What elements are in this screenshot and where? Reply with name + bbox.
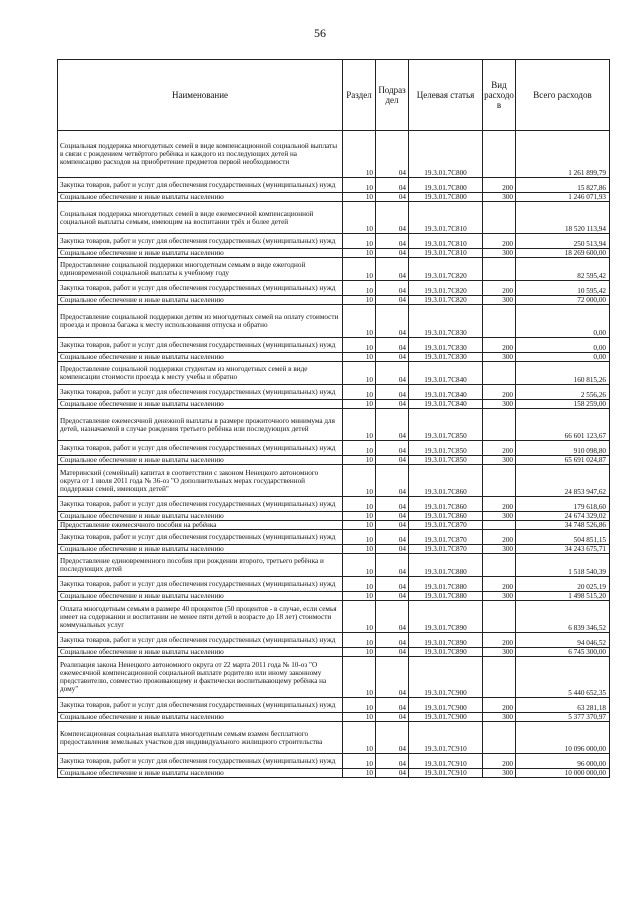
table-row: [58, 234, 610, 249]
cell-section: 10: [343, 338, 376, 353]
cell-target: 19.3.01.7С910: [409, 754, 483, 769]
cell-total: 15 827,86: [516, 178, 610, 193]
cell-target: 19.3.01.7С830: [409, 353, 483, 362]
cell-target: 19.3.01.7С820: [409, 281, 483, 296]
cell-total: 158 259,00: [516, 400, 610, 409]
table-row: [58, 441, 610, 456]
cell-subsection: 04: [376, 698, 409, 713]
cell-name: Компенсационная социальная выплата многодетным семьям взамен бесплатного предоставления земельных участков для индивидуального жилищного строительства: [58, 722, 343, 754]
cell-target: 19.3.01.7С840: [409, 385, 483, 400]
cell-kind: 200: [483, 698, 516, 713]
cell-total: 18 520 113,94: [516, 202, 610, 234]
cell-section: 10: [343, 754, 376, 769]
cell-name: Закупка товаров, работ и услуг для обеспечения государственных (муниципальных) нужд: [58, 497, 343, 512]
cell-total: 10 595,42: [516, 281, 610, 296]
cell-kind: [483, 722, 516, 754]
cell-subsection: 04: [376, 178, 409, 193]
cell-total: 63 281,18: [516, 698, 610, 713]
cell-name: Материнский (семейный) капитал в соответствии с законом Ненецкого автономного округа от 1 июля 2011 года № 36-оз "О дополнительных мерах государственной поддержки семей, имеющих детей": [58, 465, 343, 497]
cell-total: 94 046,52: [516, 633, 610, 648]
cell-name: Закупка товаров, работ и услуг для обеспечения государственных (муниципальных) нужд: [58, 441, 343, 456]
table-row: [58, 592, 610, 601]
cell-subsection: 04: [376, 456, 409, 465]
cell-subsection: 04: [376, 362, 409, 385]
cell-name: Закупка товаров, работ и услуг для обеспечения государственных (муниципальных) нужд: [58, 530, 343, 545]
cell-section: 10: [343, 512, 376, 521]
cell-kind: 300: [483, 296, 516, 305]
cell-section: 10: [343, 178, 376, 193]
cell-kind: 300: [483, 545, 516, 554]
cell-section: 10: [343, 521, 376, 530]
cell-name: Социальное обеспечение и иные выплаты населению: [58, 769, 343, 778]
cell-section: 10: [343, 362, 376, 385]
cell-target: 19.3.01.7С870: [409, 521, 483, 530]
cell-name: Социальное обеспечение и иные выплаты населению: [58, 648, 343, 657]
cell-subsection: 04: [376, 338, 409, 353]
cell-name: Предоставление единовременного пособия при рождении второго, третьего ребёнка и последующих детей: [58, 554, 343, 577]
cell-target: 19.3.01.7С860: [409, 497, 483, 512]
cell-subsection: 04: [376, 409, 409, 441]
cell-subsection: 04: [376, 592, 409, 601]
cell-target: 19.3.01.7С810: [409, 249, 483, 258]
table-row: [58, 633, 610, 648]
page-number: 56: [314, 26, 326, 40]
cell-kind: [483, 202, 516, 234]
cell-subsection: 04: [376, 281, 409, 296]
cell-kind: 200: [483, 497, 516, 512]
cell-target: 19.3.01.7С840: [409, 400, 483, 409]
col-header-target: Целевая статья: [409, 60, 483, 131]
cell-target: 19.3.01.7С830: [409, 305, 483, 338]
cell-target: 19.3.01.7С890: [409, 633, 483, 648]
cell-section: 10: [343, 577, 376, 592]
cell-kind: [483, 554, 516, 577]
cell-kind: [483, 465, 516, 497]
cell-subsection: 04: [376, 657, 409, 698]
cell-name: Закупка товаров, работ и услуг для обеспечения государственных (муниципальных) нужд: [58, 338, 343, 353]
col-header-subsection: Подраз дел: [376, 60, 409, 131]
cell-subsection: 04: [376, 131, 409, 178]
cell-total: 179 618,60: [516, 497, 610, 512]
cell-kind: 300: [483, 592, 516, 601]
cell-total: 10 096 000,00: [516, 722, 610, 754]
cell-subsection: 04: [376, 577, 409, 592]
cell-name: Социальное обеспечение и иные выплаты населению: [58, 592, 343, 601]
cell-section: 10: [343, 249, 376, 258]
cell-subsection: 04: [376, 521, 409, 530]
cell-subsection: 04: [376, 258, 409, 281]
cell-subsection: 04: [376, 769, 409, 778]
table-row: [58, 193, 610, 202]
cell-section: 10: [343, 131, 376, 178]
cell-name: Социальная поддержка многодетных семей в виде компенсационной социальной выплаты в связи с рождением четвёртого ребёнка и каждого из последующих детей на компенсацию расходов на приобретение предметов первой необходимости: [58, 131, 343, 178]
cell-kind: 200: [483, 385, 516, 400]
cell-name: Закупка товаров, работ и услуг для обеспечения государственных (муниципальных) нужд: [58, 178, 343, 193]
cell-section: 10: [343, 592, 376, 601]
cell-section: 10: [343, 202, 376, 234]
table-row: [58, 249, 610, 258]
cell-section: 10: [343, 497, 376, 512]
table-row: [58, 512, 610, 521]
table-row: [58, 722, 610, 754]
cell-subsection: 04: [376, 353, 409, 362]
cell-target: 19.3.01.7С840: [409, 362, 483, 385]
cell-kind: [483, 601, 516, 633]
cell-kind: [483, 521, 516, 530]
cell-name: Социальное обеспечение и иные выплаты населению: [58, 545, 343, 554]
cell-section: 10: [343, 554, 376, 577]
cell-name: Закупка товаров, работ и услуг для обеспечения государственных (муниципальных) нужд: [58, 577, 343, 592]
cell-subsection: 04: [376, 465, 409, 497]
cell-kind: [483, 657, 516, 698]
cell-name: Закупка товаров, работ и услуг для обеспечения государственных (муниципальных) нужд: [58, 698, 343, 713]
table-row: [58, 385, 610, 400]
cell-kind: 200: [483, 178, 516, 193]
cell-target: 19.3.01.7С890: [409, 648, 483, 657]
cell-target: 19.3.01.7С880: [409, 554, 483, 577]
cell-total: 96 000,00: [516, 754, 610, 769]
cell-total: 0,00: [516, 338, 610, 353]
cell-kind: [483, 362, 516, 385]
col-header-name: Наименование: [58, 60, 343, 131]
cell-section: 10: [343, 722, 376, 754]
cell-subsection: 04: [376, 648, 409, 657]
table-row: [58, 698, 610, 713]
budget-table: [57, 59, 610, 778]
cell-name: Реализация закона Ненецкого автономного округа от 22 марта 2011 года № 10-оз "О ежемесячной компенсационной социальной выплате родителю или иному законному представителю, совместно проживающему и фактически воспитывающему ребёнка на дому": [58, 657, 343, 698]
col-header-kind: Вид расходо в: [483, 60, 516, 131]
cell-total: 6 745 300,00: [516, 648, 610, 657]
cell-section: 10: [343, 456, 376, 465]
cell-subsection: 04: [376, 722, 409, 754]
cell-name: Социальное обеспечение и иные выплаты населению: [58, 193, 343, 202]
cell-section: 10: [343, 409, 376, 441]
cell-kind: 300: [483, 193, 516, 202]
cell-target: 19.3.01.7С900: [409, 713, 483, 722]
cell-section: 10: [343, 769, 376, 778]
cell-target: 19.3.01.7С800: [409, 131, 483, 178]
cell-total: 10 000 000,00: [516, 769, 610, 778]
cell-target: 19.3.01.7С860: [409, 512, 483, 521]
cell-subsection: 04: [376, 512, 409, 521]
table-row: [58, 465, 610, 497]
cell-kind: [483, 305, 516, 338]
table-row: [58, 131, 610, 178]
cell-name: Предоставление ежемесячного пособия на ребёнка: [58, 521, 343, 530]
cell-section: 10: [343, 441, 376, 456]
cell-target: 19.3.01.7С860: [409, 465, 483, 497]
cell-subsection: 04: [376, 296, 409, 305]
cell-name: Социальная поддержка многодетных семей в виде ежемесячной компенсационной социальной выплаты семьям, имеющим на воспитании трёх и более детей: [58, 202, 343, 234]
cell-section: 10: [343, 465, 376, 497]
table-row: [58, 409, 610, 441]
cell-name: Социальное обеспечение и иные выплаты населению: [58, 400, 343, 409]
cell-section: 10: [343, 305, 376, 338]
cell-total: 65 691 024,87: [516, 456, 610, 465]
table-row: [58, 178, 610, 193]
table-row: [58, 497, 610, 512]
cell-kind: 300: [483, 249, 516, 258]
cell-name: Социальное обеспечение и иные выплаты населению: [58, 456, 343, 465]
cell-section: 10: [343, 633, 376, 648]
cell-subsection: 04: [376, 234, 409, 249]
cell-name: Предоставление ежемесячной денежной выплаты в размере прожиточного минимума для детей, назначаемой в случае рождения третьего ребёнка или последующих детей: [58, 409, 343, 441]
cell-target: 19.3.01.7С900: [409, 698, 483, 713]
cell-target: 19.3.01.7С900: [409, 657, 483, 698]
table-row: [58, 258, 610, 281]
cell-section: 10: [343, 234, 376, 249]
cell-target: 19.3.01.7С850: [409, 441, 483, 456]
table-row: [58, 353, 610, 362]
table-row: [58, 545, 610, 554]
cell-target: 19.3.01.7С880: [409, 577, 483, 592]
cell-kind: 200: [483, 234, 516, 249]
cell-total: 5 440 652,35: [516, 657, 610, 698]
cell-kind: 200: [483, 441, 516, 456]
cell-subsection: 04: [376, 545, 409, 554]
cell-name: Закупка товаров, работ и услуг для обеспечения государственных (муниципальных) нужд: [58, 234, 343, 249]
cell-target: 19.3.01.7С820: [409, 296, 483, 305]
cell-subsection: 04: [376, 530, 409, 545]
cell-target: 19.3.01.7С880: [409, 592, 483, 601]
cell-name: Закупка товаров, работ и услуг для обеспечения государственных (муниципальных) нужд: [58, 754, 343, 769]
cell-kind: 300: [483, 648, 516, 657]
cell-section: 10: [343, 530, 376, 545]
cell-kind: [483, 131, 516, 178]
table-row: [58, 657, 610, 698]
cell-total: 20 025,19: [516, 577, 610, 592]
cell-section: 10: [343, 385, 376, 400]
cell-total: 1 518 540,39: [516, 554, 610, 577]
cell-total: 910 098,80: [516, 441, 610, 456]
table-row: [58, 338, 610, 353]
table-row: [58, 577, 610, 592]
table-row: [58, 530, 610, 545]
cell-subsection: 04: [376, 633, 409, 648]
cell-kind: 200: [483, 577, 516, 592]
cell-target: 19.3.01.7С810: [409, 202, 483, 234]
col-header-total: Всего расходов: [516, 60, 610, 131]
cell-target: 19.3.01.7С870: [409, 545, 483, 554]
cell-kind: 300: [483, 512, 516, 521]
cell-section: 10: [343, 281, 376, 296]
cell-subsection: 04: [376, 441, 409, 456]
cell-section: 10: [343, 648, 376, 657]
cell-target: 19.3.01.7С800: [409, 193, 483, 202]
cell-name: Предоставление социальной поддержки детям из многодетных семей на оплату стоимости проезда и провоза багажа к месту использования отпуска и обратно: [58, 305, 343, 338]
table-row: [58, 202, 610, 234]
cell-section: 10: [343, 601, 376, 633]
cell-total: 504 851,15: [516, 530, 610, 545]
cell-target: 19.3.01.7С870: [409, 530, 483, 545]
table-row: [58, 601, 610, 633]
cell-total: 72 000,00: [516, 296, 610, 305]
cell-kind: [483, 409, 516, 441]
cell-total: 1 498 515,20: [516, 592, 610, 601]
cell-target: 19.3.01.7С910: [409, 722, 483, 754]
cell-kind: 200: [483, 530, 516, 545]
cell-target: 19.3.01.7С910: [409, 769, 483, 778]
cell-total: 18 269 600,00: [516, 249, 610, 258]
cell-section: 10: [343, 296, 376, 305]
cell-target: 19.3.01.7С850: [409, 456, 483, 465]
table-row: [58, 554, 610, 577]
cell-total: 2 556,26: [516, 385, 610, 400]
cell-total: 24 674 329,02: [516, 512, 610, 521]
table-row: [58, 362, 610, 385]
cell-total: 24 853 947,62: [516, 465, 610, 497]
table-row: [58, 305, 610, 338]
cell-kind: 200: [483, 633, 516, 648]
cell-subsection: 04: [376, 554, 409, 577]
cell-name: Социальное обеспечение и иные выплаты населению: [58, 296, 343, 305]
cell-section: 10: [343, 713, 376, 722]
cell-name: Оплата многодетным семьям в размере 40 процентов (50 процентов - в случае, если семья имеет на содержании и воспитании не менее пяти детей в возрасте до 18 лет) стоимости коммунальных услуг: [58, 601, 343, 633]
cell-section: 10: [343, 698, 376, 713]
table-header-row: [58, 60, 610, 131]
cell-total: 160 815,26: [516, 362, 610, 385]
table-row: [58, 281, 610, 296]
cell-total: 34 243 675,71: [516, 545, 610, 554]
cell-kind: 300: [483, 456, 516, 465]
cell-subsection: 04: [376, 202, 409, 234]
cell-kind: 200: [483, 754, 516, 769]
table-row: [58, 754, 610, 769]
cell-total: 34 748 526,86: [516, 521, 610, 530]
cell-total: 0,00: [516, 353, 610, 362]
cell-name: Предоставление социальной поддержки многодетным семьям в виде ежегодной единовременной социальной выплаты к учебному году: [58, 258, 343, 281]
cell-section: 10: [343, 400, 376, 409]
cell-kind: 200: [483, 338, 516, 353]
table-row: [58, 648, 610, 657]
cell-name: Социальное обеспечение и иные выплаты населению: [58, 249, 343, 258]
cell-section: 10: [343, 657, 376, 698]
cell-kind: 300: [483, 713, 516, 722]
cell-total: 1 261 899,79: [516, 131, 610, 178]
cell-section: 10: [343, 353, 376, 362]
cell-total: 1 246 071,93: [516, 193, 610, 202]
table-row: [58, 296, 610, 305]
cell-subsection: 04: [376, 193, 409, 202]
cell-target: 19.3.01.7С810: [409, 234, 483, 249]
cell-subsection: 04: [376, 754, 409, 769]
cell-name: Закупка товаров, работ и услуг для обеспечения государственных (муниципальных) нужд: [58, 633, 343, 648]
cell-kind: [483, 258, 516, 281]
cell-subsection: 04: [376, 713, 409, 722]
cell-section: 10: [343, 545, 376, 554]
cell-total: 5 377 370,97: [516, 713, 610, 722]
cell-name: Социальное обеспечение и иные выплаты населению: [58, 713, 343, 722]
cell-section: 10: [343, 258, 376, 281]
cell-total: 0,00: [516, 305, 610, 338]
table-row: [58, 521, 610, 530]
table-row: [58, 456, 610, 465]
cell-total: 82 595,42: [516, 258, 610, 281]
cell-name: Предоставление социальной поддержки студентам из многодетных семей в виде компенсации стоимости проезда к месту учебы и обратно: [58, 362, 343, 385]
table-body: [58, 131, 610, 778]
cell-subsection: 04: [376, 400, 409, 409]
table-row: [58, 400, 610, 409]
cell-subsection: 04: [376, 385, 409, 400]
table-row: [58, 769, 610, 778]
cell-total: 66 601 123,67: [516, 409, 610, 441]
cell-total: 6 839 346,52: [516, 601, 610, 633]
cell-subsection: 04: [376, 249, 409, 258]
cell-name: Закупка товаров, работ и услуг для обеспечения государственных (муниципальных) нужд: [58, 385, 343, 400]
cell-subsection: 04: [376, 305, 409, 338]
cell-target: 19.3.01.7С830: [409, 338, 483, 353]
cell-kind: 300: [483, 769, 516, 778]
cell-name: Закупка товаров, работ и услуг для обеспечения государственных (муниципальных) нужд: [58, 281, 343, 296]
cell-kind: 200: [483, 281, 516, 296]
cell-total: 250 513,94: [516, 234, 610, 249]
cell-section: 10: [343, 193, 376, 202]
col-header-section: Раздел: [343, 60, 376, 131]
cell-name: Социальное обеспечение и иные выплаты населению: [58, 512, 343, 521]
cell-target: 19.3.01.7С800: [409, 178, 483, 193]
cell-subsection: 04: [376, 601, 409, 633]
cell-name: Социальное обеспечение и иные выплаты населению: [58, 353, 343, 362]
cell-kind: 300: [483, 400, 516, 409]
table-row: [58, 713, 610, 722]
cell-target: 19.3.01.7С850: [409, 409, 483, 441]
cell-target: 19.3.01.7С820: [409, 258, 483, 281]
cell-target: 19.3.01.7С890: [409, 601, 483, 633]
cell-subsection: 04: [376, 497, 409, 512]
cell-kind: 300: [483, 353, 516, 362]
